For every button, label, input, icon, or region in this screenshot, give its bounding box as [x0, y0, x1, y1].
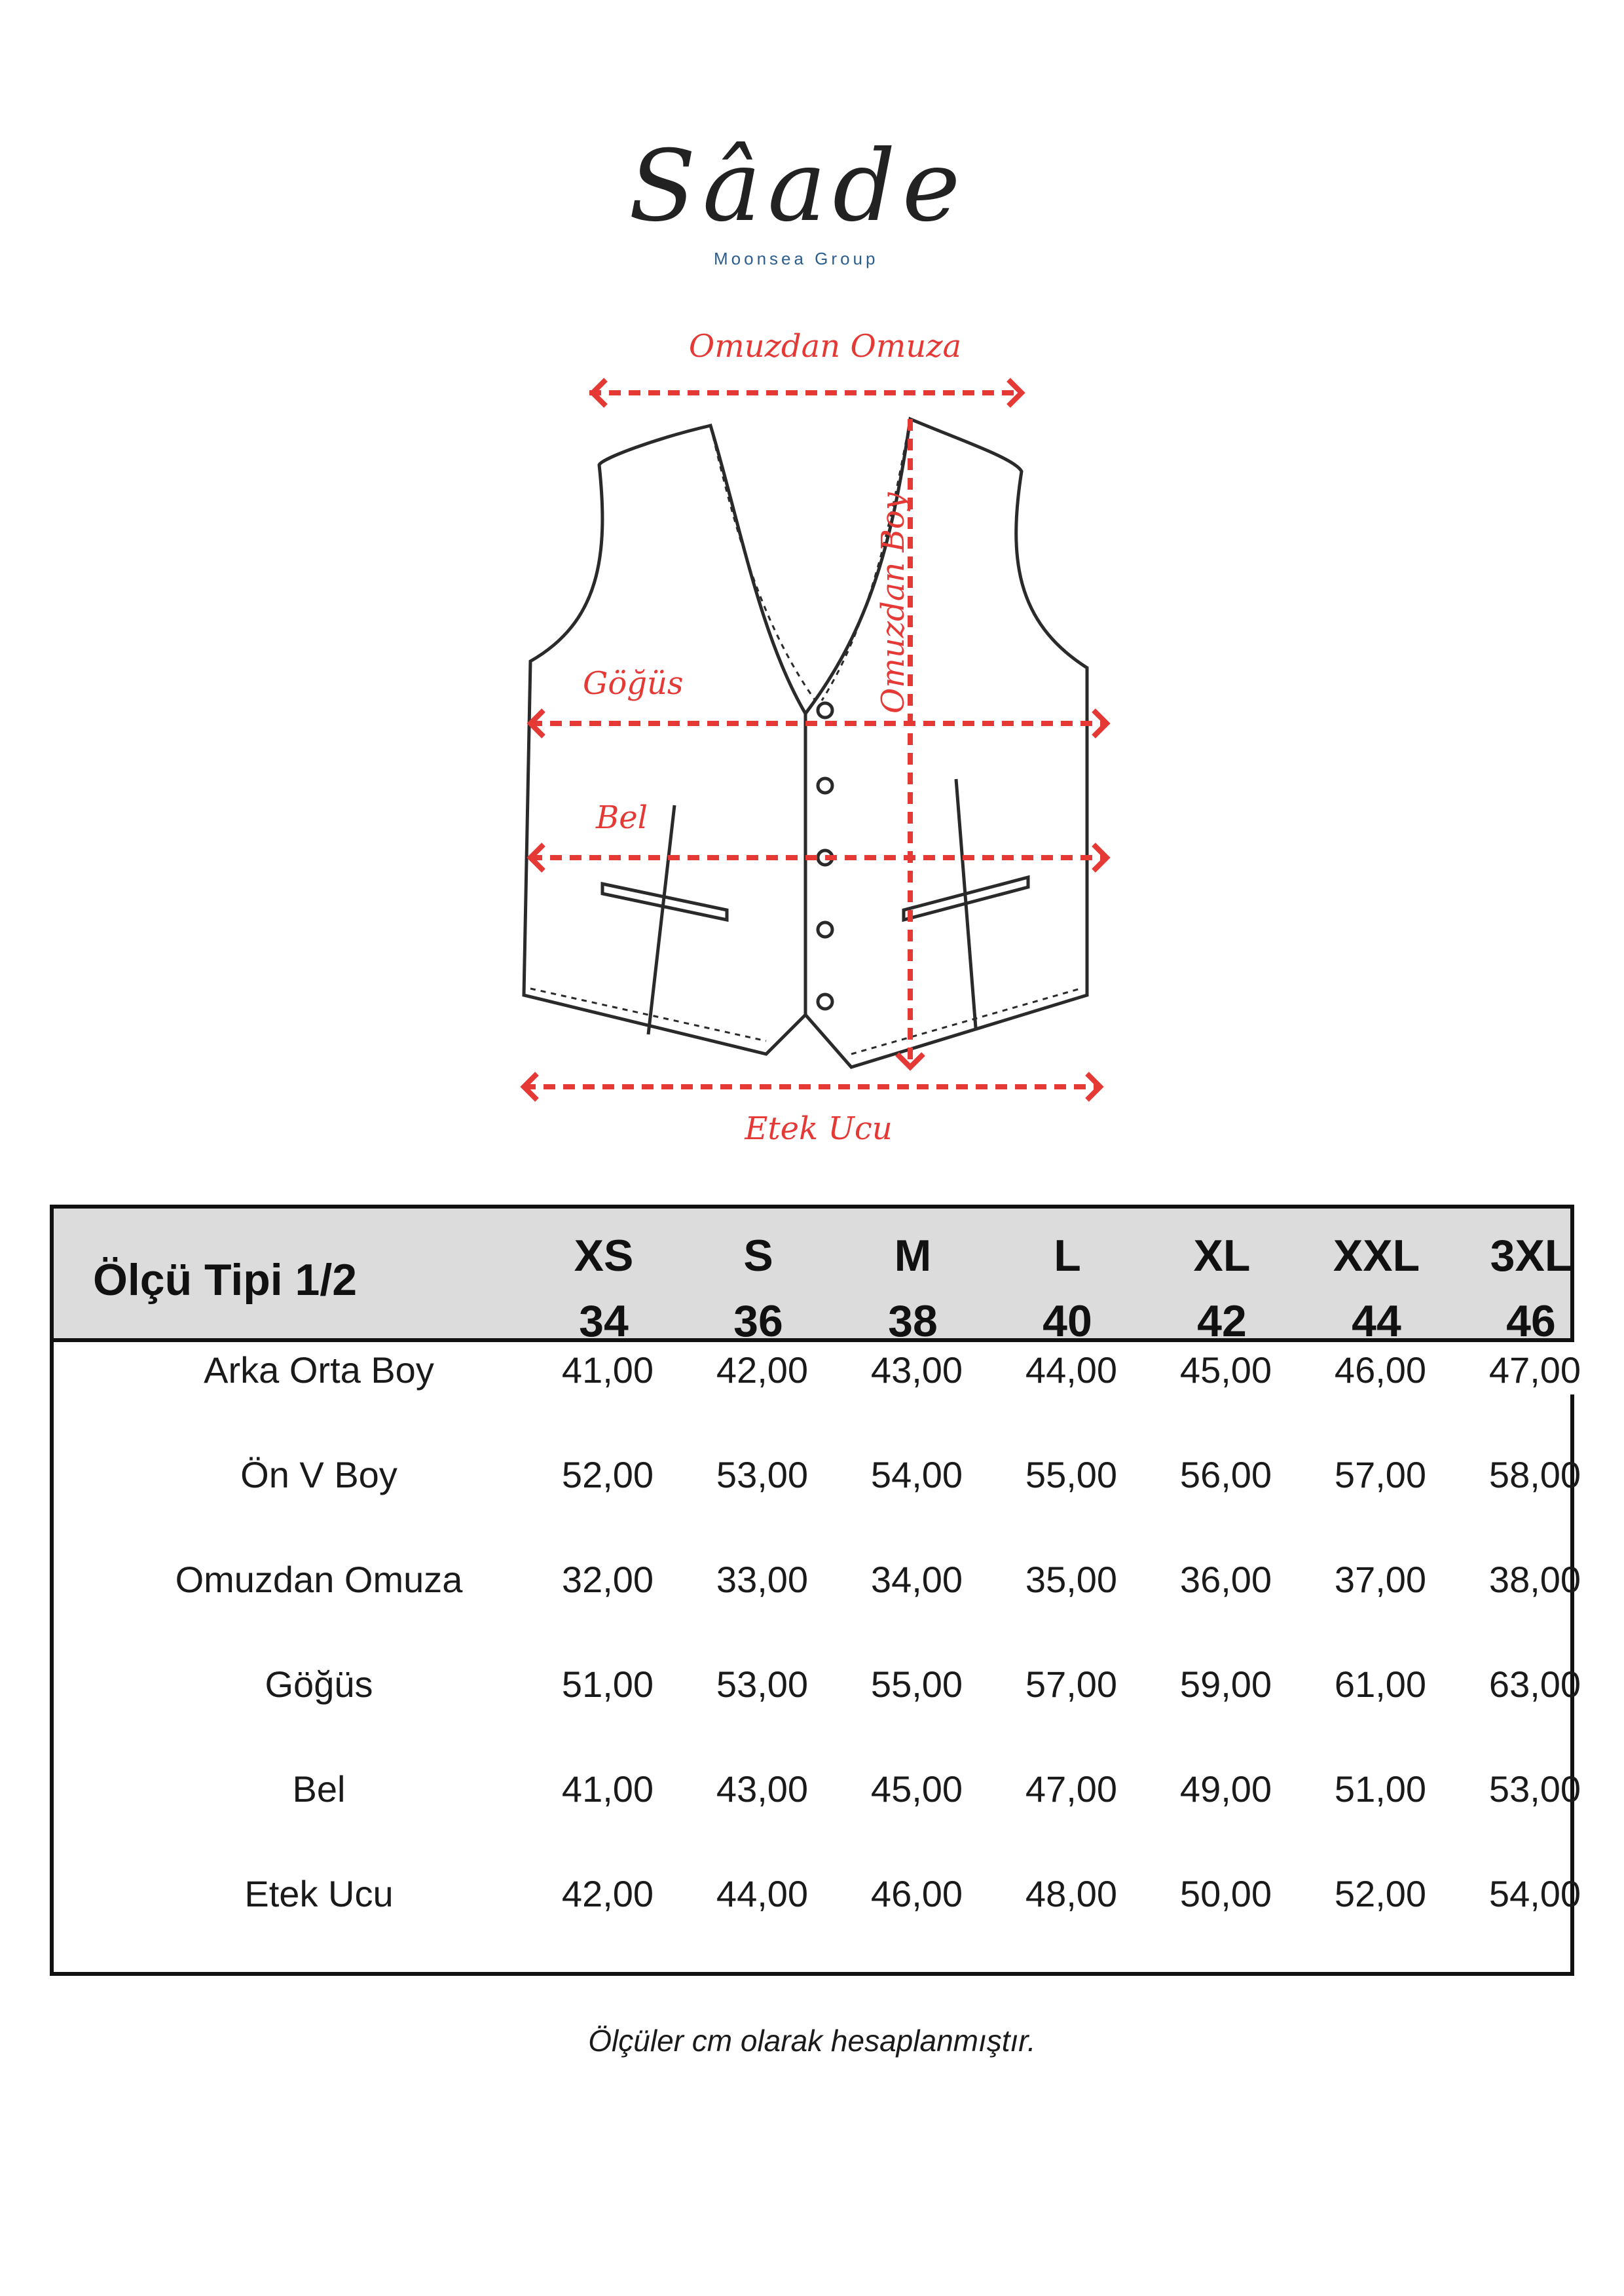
table-cell: 44,00 [1025, 1349, 1118, 1391]
table-cell: 55,00 [1025, 1454, 1118, 1495]
table-title: Ölçü Tipi 1/2 [93, 1255, 358, 1305]
size-column-header: XS 34 [574, 1231, 634, 1346]
footnote: Ölçüler cm olarak hesaplanmıştır. [588, 2024, 1036, 2058]
label-waist: Bel [596, 799, 648, 836]
table-cell: 37,00 [1334, 1559, 1427, 1600]
table-cell: 48,00 [1025, 1873, 1118, 1914]
table-cell: 42,00 [716, 1349, 809, 1391]
row-label: Arka Orta Boy [204, 1349, 434, 1391]
table-cell: 41,00 [561, 1768, 654, 1810]
table-cell: 54,00 [870, 1454, 963, 1495]
table-cell: 53,00 [716, 1664, 809, 1705]
size-column-header: S 36 [733, 1231, 783, 1346]
table-cell: 33,00 [716, 1559, 809, 1600]
table-cell: 52,00 [561, 1454, 654, 1495]
table-cell: 59,00 [1179, 1664, 1272, 1705]
size-column-header: L 40 [1043, 1231, 1092, 1346]
table-cell: 42,00 [561, 1873, 654, 1914]
brand-subtitle: Moonsea Group [714, 249, 879, 268]
vest-outline-icon [524, 419, 1087, 1067]
vest-measurement-diagram [458, 308, 1166, 1159]
table-cell: 63,00 [1488, 1664, 1581, 1705]
table-cell: 53,00 [716, 1454, 809, 1495]
table-cell: 45,00 [1179, 1349, 1272, 1391]
table-cell: 61,00 [1334, 1664, 1427, 1705]
table-cell: 46,00 [1334, 1349, 1427, 1391]
table-row [54, 1447, 1581, 1512]
size-column-header: 3XL 46 [1490, 1231, 1572, 1346]
table-cell: 49,00 [1179, 1768, 1272, 1810]
table-cell: 47,00 [1025, 1768, 1118, 1810]
table-cell: 57,00 [1025, 1664, 1118, 1705]
table-cell: 47,00 [1488, 1349, 1581, 1391]
table-cell: 54,00 [1488, 1873, 1581, 1914]
table-row [54, 1866, 1581, 1931]
label-front-length: Omuzdan Boy [875, 492, 912, 714]
table-cell: 41,00 [561, 1349, 654, 1391]
table-row [54, 1342, 1581, 1408]
row-label: Ön V Boy [240, 1454, 397, 1495]
table-cell: 45,00 [870, 1768, 963, 1810]
row-label: Omuzdan Omuza [175, 1559, 463, 1600]
table-cell: 53,00 [1488, 1768, 1581, 1810]
table-cell: 43,00 [716, 1768, 809, 1810]
table-cell: 34,00 [870, 1559, 963, 1600]
size-column-header: XXL 44 [1333, 1231, 1420, 1346]
label-chest: Göğüs [583, 665, 684, 702]
row-label: Etek Ucu [244, 1873, 394, 1914]
table-cell: 32,00 [561, 1559, 654, 1600]
label-hem: Etek Ucu [745, 1110, 893, 1147]
table-row [54, 1552, 1581, 1617]
table-cell: 51,00 [561, 1664, 654, 1705]
table-cell: 51,00 [1334, 1768, 1427, 1810]
brand-logo [609, 130, 1035, 282]
table-cell: 44,00 [716, 1873, 809, 1914]
row-label: Bel [292, 1768, 346, 1810]
table-cell: 58,00 [1488, 1454, 1581, 1495]
table-cell: 38,00 [1488, 1559, 1581, 1600]
table-cell: 43,00 [870, 1349, 963, 1391]
table-cell: 57,00 [1334, 1454, 1427, 1495]
table-row [54, 1656, 1581, 1722]
brand-logo-script: Sâade [629, 130, 967, 244]
table-cell: 50,00 [1179, 1873, 1272, 1914]
table-cell: 36,00 [1179, 1559, 1272, 1600]
table-cell: 52,00 [1334, 1873, 1427, 1914]
table-row [54, 1761, 1581, 1827]
size-chart-table [50, 1205, 1581, 1976]
table-cell: 35,00 [1025, 1559, 1118, 1600]
size-column-header: XL 42 [1193, 1231, 1251, 1346]
row-label: Göğüs [265, 1664, 373, 1705]
table-cell: 46,00 [870, 1873, 963, 1914]
label-shoulder: Omuzdan Omuza [688, 328, 962, 365]
table-cell: 56,00 [1179, 1454, 1272, 1495]
table-header [50, 1205, 1574, 1346]
size-column-header: M 38 [888, 1231, 938, 1346]
table-cell: 55,00 [870, 1664, 963, 1705]
